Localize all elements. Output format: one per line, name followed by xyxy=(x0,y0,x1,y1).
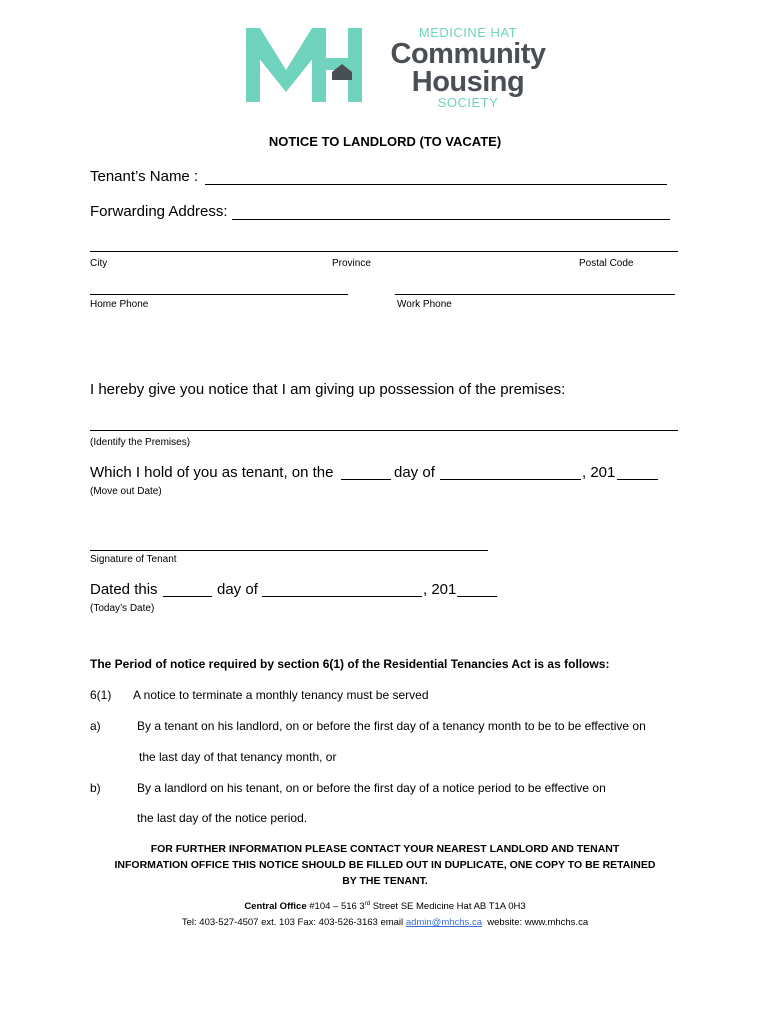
hold-text-1: Which I hold of you as tenant, on the xyxy=(90,464,334,481)
hold-text-2: day of xyxy=(394,464,435,481)
item-b-label: b) xyxy=(90,781,101,795)
work-phone-label: Work Phone xyxy=(397,299,452,310)
logo-bottom-line: SOCIETY xyxy=(437,95,499,110)
website-text: website: www.mhchs.ca xyxy=(481,917,589,928)
further-info-block xyxy=(0,841,770,889)
item-a-label: a) xyxy=(90,719,101,733)
item-a-line1: By a tenant on his landlord, on or before the first day of a tenancy month to be to be effective on xyxy=(137,719,646,733)
section-number: 6(1) xyxy=(90,688,112,702)
mh-logo-mark xyxy=(246,28,368,102)
postal-code-label: Postal Code xyxy=(579,258,634,269)
address-line[interactable] xyxy=(90,251,678,252)
logo-line1: Community xyxy=(390,38,546,70)
further-info-line2: INFORMATION OFFICE THIS NOTICE SHOULD BE FILLED OUT IN DUPLICATE, ONE COPY TO BE RETAINED xyxy=(114,859,656,871)
item-a-line2: the last day of that tenancy month, or xyxy=(139,750,337,764)
contact-tel-fax: Tel: 403-527-4507 ext. 103 Fax: 403-526-3163 email xyxy=(181,917,406,928)
document-title: NOTICE TO LANDLORD (TO VACATE) xyxy=(268,134,502,149)
notice-period-heading: The Period of notice required by section 6(1) of the Residential Tenancies Act is as follows: xyxy=(90,657,610,671)
central-office-line xyxy=(0,901,770,912)
tenant-name-line[interactable] xyxy=(205,184,667,185)
item-b-line1: By a landlord on his tenant, on or before the first day of a notice period to be effective on xyxy=(137,781,606,795)
section-text: A notice to terminate a monthly tenancy must be served xyxy=(133,688,429,702)
move-out-day-line[interactable] xyxy=(341,479,391,480)
identify-premises-label: (Identify the Premises) xyxy=(90,437,191,448)
logo-wordmark xyxy=(388,26,548,110)
central-office-label: Central Office xyxy=(244,901,307,913)
work-phone-line[interactable] xyxy=(395,294,675,295)
dated-text-3: , 201 xyxy=(423,581,457,598)
move-out-month-line[interactable] xyxy=(440,479,581,480)
notice-statement: I hereby give you notice that I am giving up possession of the premises: xyxy=(90,381,566,398)
central-office-address xyxy=(309,901,525,912)
signature-label: Signature of Tenant xyxy=(90,554,177,565)
home-phone-label: Home Phone xyxy=(90,299,149,310)
premises-line[interactable] xyxy=(90,430,678,431)
contact-line xyxy=(0,917,770,928)
item-b-line2: the last day of the notice period. xyxy=(137,811,308,825)
province-label: Province xyxy=(332,258,371,269)
dated-year-line[interactable] xyxy=(457,596,497,597)
todays-date-label: (Today’s Date) xyxy=(90,603,155,614)
home-phone-line[interactable] xyxy=(90,294,348,295)
signature-line[interactable] xyxy=(90,550,488,551)
dated-text-1: Dated this xyxy=(90,581,158,598)
email-link[interactable]: admin@mhchs.ca xyxy=(405,917,482,928)
further-info-line3: BY THE TENANT. xyxy=(342,875,428,887)
office-address-part2: Street SE Medicine Hat AB T1A 0H3 xyxy=(370,901,526,913)
move-out-year-line[interactable] xyxy=(617,479,658,480)
tenant-name-label: Tenant’s Name : xyxy=(90,168,199,185)
logo-line2: Housing xyxy=(411,66,525,98)
logo-top-line: MEDICINE HAT xyxy=(418,25,518,40)
further-info-line1: FOR FURTHER INFORMATION PLEASE CONTACT YOUR NEAREST LANDLORD AND TENANT xyxy=(150,843,620,855)
dated-day-line[interactable] xyxy=(163,596,212,597)
dated-month-line[interactable] xyxy=(262,596,422,597)
forwarding-address-label: Forwarding Address: xyxy=(90,203,228,220)
move-out-label: (Move out Date) xyxy=(90,486,162,497)
office-address-sup: rd xyxy=(364,901,371,907)
office-address-part1: #104 – 516 3 xyxy=(309,901,365,913)
dated-text-2: day of xyxy=(217,581,258,598)
hold-text-3: , 201 xyxy=(582,464,616,481)
city-label: City xyxy=(90,258,108,269)
forwarding-address-line[interactable] xyxy=(232,219,670,220)
